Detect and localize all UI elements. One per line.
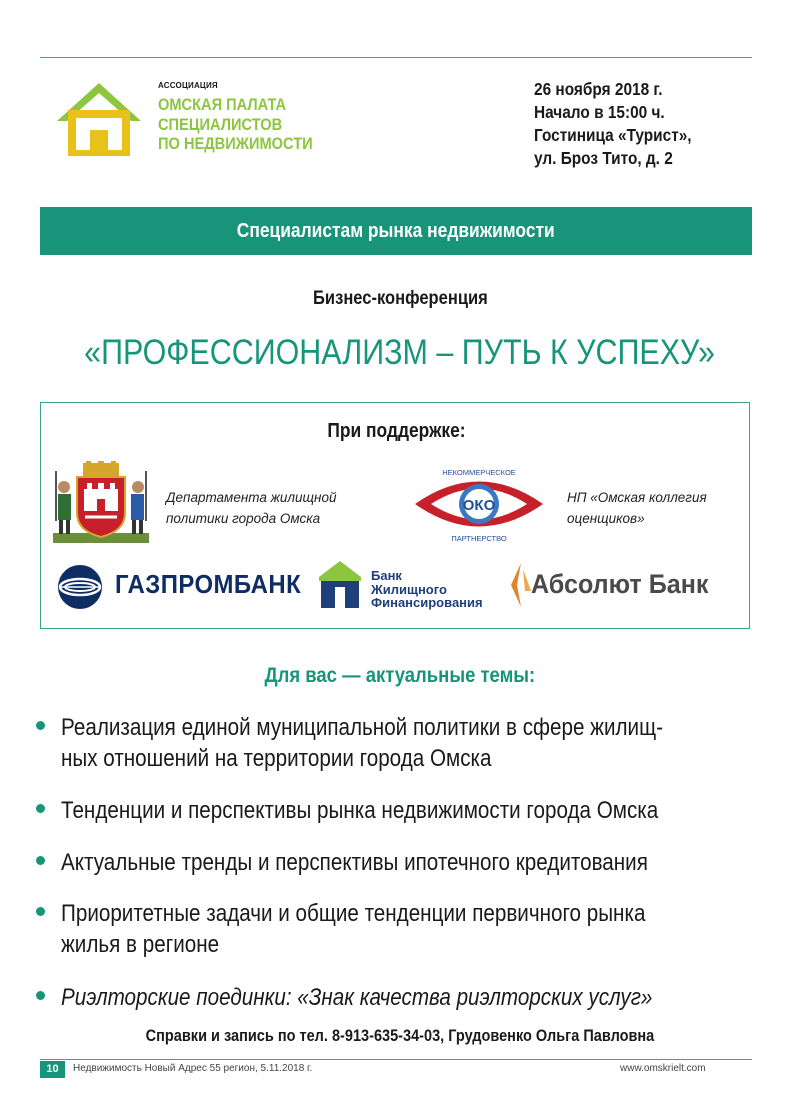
bullet-icon xyxy=(36,991,45,1000)
gazprombank-logo-text: ГАЗПРОМБАНК xyxy=(115,569,302,599)
event-venue: Гостиница «Турист», xyxy=(534,125,692,145)
gazprombank-globe-icon xyxy=(55,563,105,611)
contact-info xyxy=(0,1027,800,1046)
audience-banner xyxy=(40,207,752,255)
bullet-icon xyxy=(36,907,45,916)
event-info xyxy=(534,78,692,170)
bjf-logo-text: Банк Жилищного Финансирования xyxy=(371,568,483,610)
oko-logo-bottom-text: ПАРТНЕРСТВО xyxy=(451,534,507,543)
page-number: 10 xyxy=(40,1061,65,1078)
omsk-coat-of-arms-icon xyxy=(53,461,149,547)
house-logo-icon xyxy=(54,80,144,156)
publication-info: Недвижимость Новый Адрес 55 регион, 5.11.2018 г. xyxy=(73,1063,313,1074)
footer-divider xyxy=(40,1059,752,1060)
topic-text: Риэлторские поединки: «Знак качества риэлторских услуг» xyxy=(61,984,653,1011)
oko-logo-mark: ОКО xyxy=(462,497,496,514)
top-divider xyxy=(40,57,752,58)
oko-name: НП «Омская коллегия оценщиков» xyxy=(567,490,707,526)
housing-dept-name: Департамента жилищной политики города Омска xyxy=(166,490,337,526)
sponsors-box xyxy=(40,402,750,629)
absolut-bank-logo-text: Абсолют Банк xyxy=(531,569,709,599)
oko-eye-logo-icon xyxy=(409,465,549,543)
topic-text: Реализация единой муниципальной политики в сфере жилищ- ных отношений на территории города Омска xyxy=(61,714,663,772)
audience-banner-text: Специалистам рынка недвижимости xyxy=(237,219,555,242)
sponsors-heading-text: При поддержке: xyxy=(326,420,466,442)
bullet-icon xyxy=(36,856,45,865)
bjf-logo-icon xyxy=(317,559,363,609)
topics-heading-text: Для вас — актуальные темы: xyxy=(264,664,536,687)
bullet-icon xyxy=(36,721,45,730)
topic-text: Тенденции и перспективы рынка недвижимости города Омска xyxy=(61,797,659,824)
bullet-icon xyxy=(36,804,45,813)
org-type-label: АССОЦИАЦИЯ xyxy=(158,81,218,90)
topics-heading xyxy=(0,664,800,688)
topic-text: Приоритетные задачи и общие тенденции первичного рынка жилья в регионе xyxy=(61,900,646,958)
absolut-bank-logo-icon xyxy=(507,561,533,609)
org-name: ОМСКАЯ ПАЛАТА СПЕЦИАЛИСТОВ ПО НЕДВИЖИМОСТИ xyxy=(158,95,313,153)
event-date: 26 ноября 2018 г. xyxy=(534,79,663,99)
event-address: ул. Броз Тито, д. 2 xyxy=(534,148,673,168)
topic-text: Актуальные тренды и перспективы ипотечного кредитования xyxy=(61,849,648,876)
event-kind xyxy=(0,288,800,310)
contact-text: Справки и запись по тел. 8-913-635-34-03, Грудовенко Ольга Павловна xyxy=(145,1027,655,1045)
event-title xyxy=(0,333,800,373)
oko-logo-top-text: НЕКОММЕРЧЕСКОЕ xyxy=(442,468,516,477)
website-link[interactable]: www.omskrielt.com xyxy=(620,1063,706,1074)
event-start-time: Начало в 15:00 ч. xyxy=(534,102,665,122)
event-kind-text: Бизнес-конференция xyxy=(312,288,488,309)
sponsors-heading xyxy=(41,420,751,443)
event-title-text: «ПРОФЕССИОНАЛИЗМ – ПУТЬ К УСПЕХУ» xyxy=(84,333,716,372)
